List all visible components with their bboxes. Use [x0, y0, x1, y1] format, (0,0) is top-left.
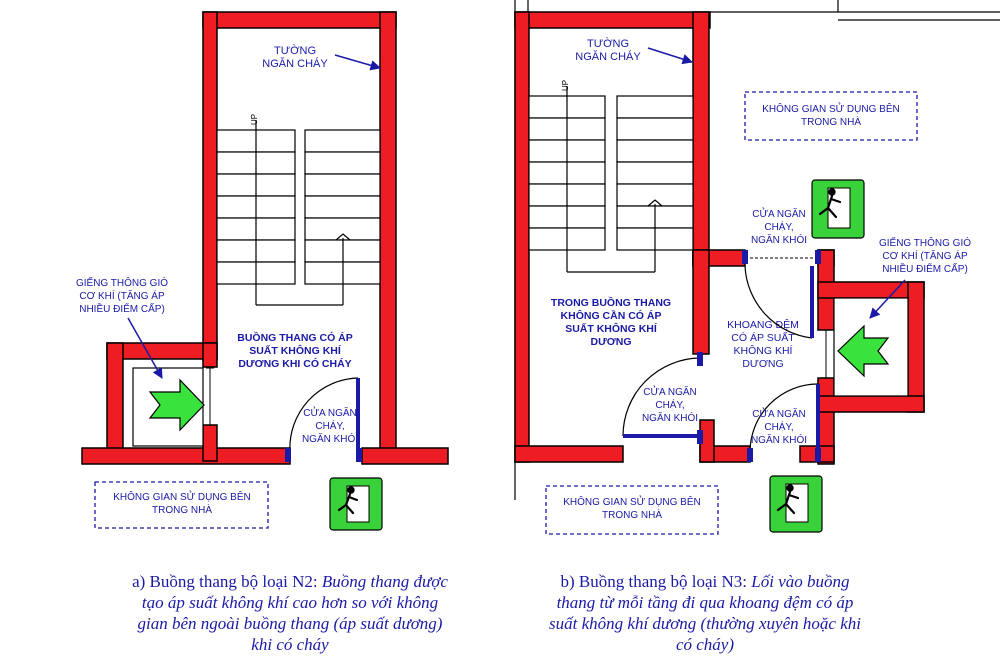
caption-b-line1: Lối vào buồng: [751, 572, 850, 591]
right-stair-label-3: SUẤT KHÔNG KHÍ: [565, 323, 657, 335]
right-top-door: [742, 250, 821, 264]
right-lobby-label-2: CÓ ÁP SUẤT: [731, 332, 795, 344]
left-door-label-3: NGĂN KHÓI: [301, 434, 359, 445]
caption-b-line4: có cháy): [675, 635, 735, 654]
right-stair-door: [623, 352, 703, 444]
left-up-label: UP: [250, 113, 259, 125]
right-lobby-label-4: DƯƠNG: [742, 358, 784, 370]
caption-a-line4: khi có cháy: [251, 635, 329, 654]
left-exit-sign: [330, 478, 382, 530]
left-wall-label-2: NGĂN CHÁY: [262, 58, 328, 70]
left-door-label-2: CHÁY,: [315, 421, 345, 432]
right-door-left-label-2: CHÁY,: [655, 400, 685, 411]
right-space-top-label-1: KHÔNG GIAN SỬ DỤNG BÊN: [762, 104, 900, 115]
caption-a-line1: Buồng thang được: [321, 572, 448, 591]
left-space-label-2: TRONG NHÀ: [152, 505, 212, 516]
right-door-bottom-label-1: CỬA NGĂN: [752, 409, 806, 420]
right-up-label: UP: [561, 79, 570, 91]
left-wall-label-1: TƯỜNG: [273, 45, 317, 57]
right-lobby-label-1: KHOANG ĐỆM: [727, 319, 799, 331]
left-shaft-label-1: GIẾNG THÔNG GIÓ: [75, 278, 169, 289]
right-diagram: [515, 0, 1000, 534]
left-stair-flight-up: [217, 120, 295, 305]
right-stair-flight-up: [529, 86, 605, 272]
right-wall-label-2: NGĂN CHÁY: [575, 51, 641, 63]
right-wall-label-1: TƯỜNG: [586, 38, 630, 50]
right-stair-label-1: TRONG BUỒNG THANG: [550, 297, 672, 309]
left-door-label-1: CỬA NGĂN: [303, 408, 357, 419]
caption-a: [100, 571, 480, 655]
right-stair-label-2: KHÔNG CẦN CÓ ÁP: [560, 310, 662, 322]
right-shaft-grille: [822, 330, 830, 378]
left-stair-label-1: BUỒNG THANG CÓ ÁP: [237, 332, 353, 344]
right-indoor-space-box-top: [745, 92, 917, 140]
caption-b-line2: thang từ mỗi tầng đi qua khoang đệm có áp: [556, 593, 854, 612]
right-stair-label-4: DƯƠNG: [590, 336, 632, 348]
right-exit-sign-top: [812, 180, 864, 238]
caption-b-lead: b) Buồng thang bộ loại N3:: [560, 572, 748, 591]
left-shaft-grille: [206, 368, 214, 425]
right-exit-sign-bottom: [770, 476, 822, 532]
right-wall-arrow: [648, 48, 692, 62]
right-lobby-label-3: KHÔNG KHÍ: [733, 345, 793, 357]
right-shaft-label-1: GIẾNG THÔNG GIÓ: [878, 238, 972, 249]
caption-a-line2: tạo áp suất không khí cao hơn so với không: [141, 593, 439, 612]
caption-b-line3: suất không khí dương (thường xuyên hoặc khi: [549, 614, 861, 633]
left-shaft-label-3: NHIỀU ĐIỂM CẤP): [79, 304, 165, 315]
left-shaft-label-2: CƠ KHÍ (TĂNG ÁP: [79, 291, 165, 302]
left-stair-label-3: DƯƠNG KHI CÓ CHÁY: [238, 358, 352, 370]
caption-b: [515, 571, 895, 655]
left-space-label-1: KHÔNG GIAN SỬ DỤNG BÊN: [113, 492, 251, 503]
right-door-bottom-label-2: CHÁY,: [764, 422, 794, 433]
left-fire-door: [285, 378, 362, 462]
left-stair-label-2: SUẤT KHÔNG KHÍ: [249, 345, 341, 357]
right-door-top-label-2: CHÁY,: [764, 222, 794, 233]
right-door-left-label-3: NGĂN KHÓI: [641, 413, 699, 424]
right-space-label-2: TRONG NHÀ: [602, 510, 662, 521]
right-door-bottom-label-3: NGĂN KHÓI: [750, 435, 808, 446]
right-door-top-label-1: CỬA NGĂN: [752, 209, 806, 220]
right-space-label-1: KHÔNG GIAN SỬ DỤNG BÊN: [563, 497, 701, 508]
left-wall-arrow: [335, 55, 380, 68]
right-door-left-label-1: CỬA NGĂN: [643, 387, 697, 398]
right-door-top-label-3: NGĂN KHÓI: [750, 235, 808, 246]
right-space-top-label-2: TRONG NHÀ: [801, 117, 861, 128]
caption-a-lead: a) Buồng thang bộ loại N2:: [132, 572, 318, 591]
right-shaft-label-2: CƠ KHÍ (TĂNG ÁP: [882, 251, 968, 262]
caption-a-line3: gian bên ngoài buồng thang (áp suất dương): [137, 614, 443, 633]
left-diagram: [76, 12, 448, 530]
right-shaft-label-3: NHIỀU ĐIỂM CẤP): [882, 264, 968, 275]
